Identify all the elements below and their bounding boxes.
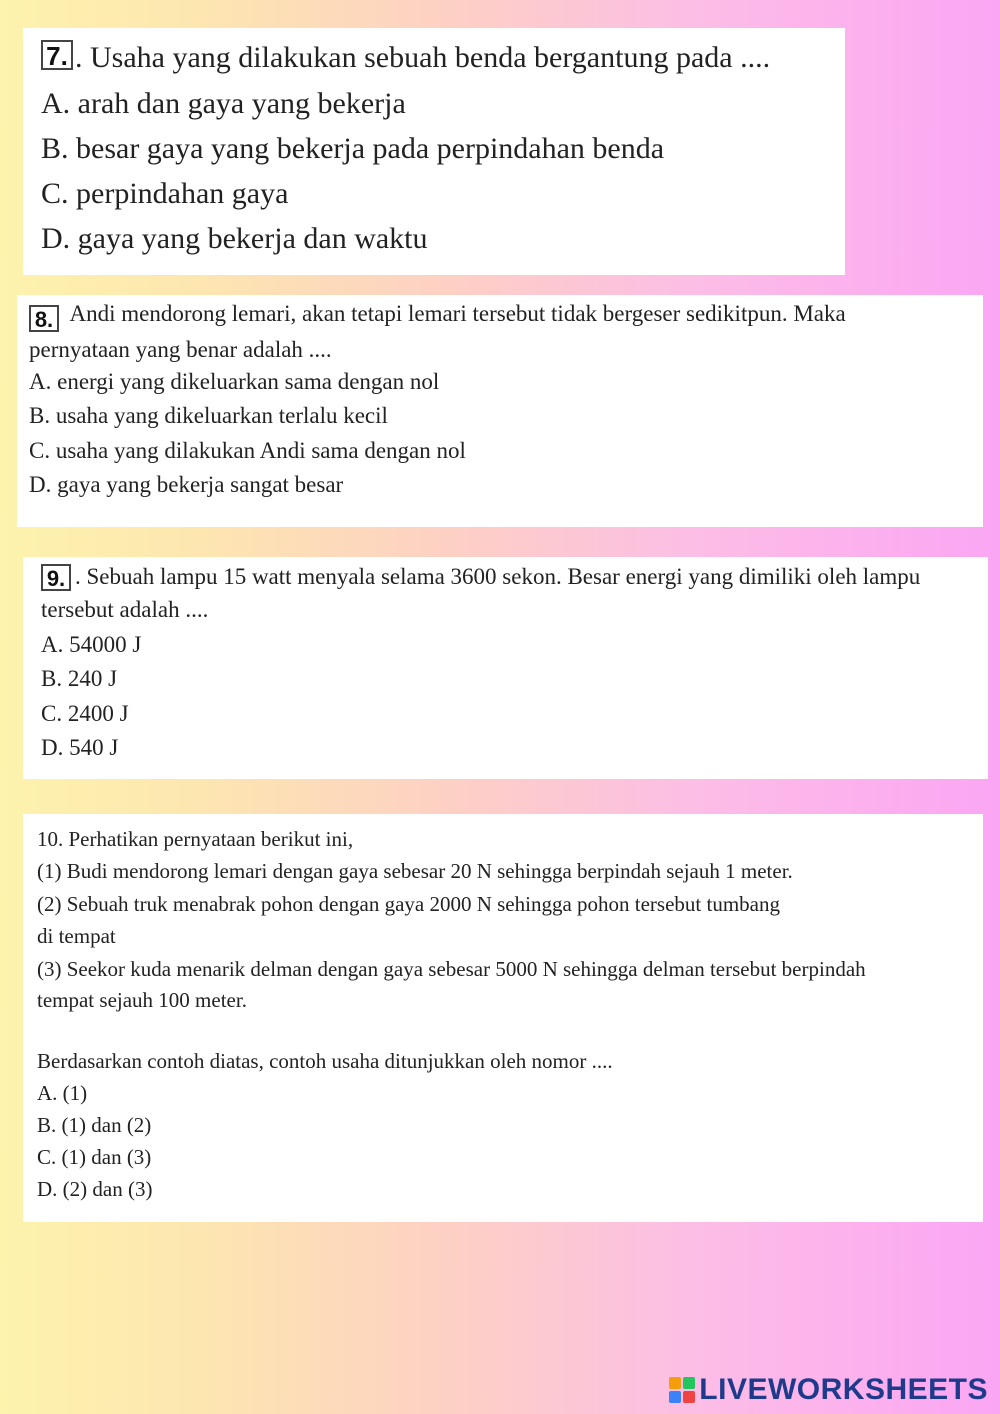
option-c[interactable]: C. 2400 J [41, 701, 129, 726]
option-d[interactable]: D. gaya yang bekerja dan waktu [41, 222, 428, 255]
option-d[interactable]: D. (2) dan (3) [37, 1177, 153, 1201]
option-c[interactable]: C. (1) dan (3) [37, 1145, 152, 1169]
question-stem: 7. . Usaha yang dilakukan sebuah benda bergantung pada .... [41, 40, 770, 75]
option-c[interactable]: C. perpindahan gaya [41, 177, 289, 210]
question-card-9 [23, 557, 988, 779]
option-b[interactable]: B. (1) dan (2) [37, 1113, 152, 1137]
question-stem: 8. Andi mendorong lemari, akan tetapi lemari tersebut tidak bergeser sedikitpun. Maka [29, 301, 846, 332]
option-b[interactable]: B. usaha yang dikeluarkan terlalu kecil [29, 403, 388, 428]
question-card-8 [17, 295, 983, 527]
question-stem-continued: tersebut adalah .... [41, 597, 209, 622]
option-b[interactable]: B. besar gaya yang bekerja pada perpindahan benda [41, 132, 665, 165]
question-card-7 [23, 28, 845, 275]
liveworksheets-logo[interactable] [669, 1372, 988, 1408]
option-c[interactable]: C. usaha yang dilakukan Andi sama dengan nol [29, 438, 466, 463]
option-b[interactable]: B. 240 J [41, 666, 118, 691]
option-d[interactable]: D. 540 J [41, 735, 119, 760]
logo-text: LIVEWORKSHEETS [699, 1373, 988, 1406]
question-stem-continued: pernyataan yang benar adalah .... [29, 337, 332, 362]
question-number: 9. [41, 564, 71, 591]
liveworksheets-logo-icon [669, 1377, 695, 1403]
statement-1: (1) Budi mendorong lemari dengan gaya sebesar 20 N sehingga berpindah sejauh 1 meter. [37, 859, 793, 883]
question-number: 7. [41, 40, 73, 70]
question-number: 8. [29, 305, 59, 332]
option-a[interactable]: A. 54000 J [41, 632, 142, 657]
statement-3: (3) Seekor kuda menarik delman dengan gaya sebesar 5000 N sehingga delman tersebut berpindah [37, 957, 866, 981]
question-stem: 9. . Sebuah lampu 15 watt menyala selama 3600 sekon. Besar energi yang dimiliki oleh lampu [41, 564, 920, 591]
question-card-10 [23, 814, 983, 1222]
question-prompt: Berdasarkan contoh diatas, contoh usaha ditunjukkan oleh nomor .... [37, 1049, 613, 1073]
option-d[interactable]: D. gaya yang bekerja sangat besar [29, 472, 344, 497]
statement-3-continued: tempat sejauh 100 meter. [37, 988, 247, 1012]
option-a[interactable]: A. energi yang dikeluarkan sama dengan nol [29, 369, 440, 394]
option-a[interactable]: A. arah dan gaya yang bekerja [41, 87, 406, 120]
statement-2-continued: di tempat [37, 924, 116, 948]
statement-2: (2) Sebuah truk menabrak pohon dengan gaya 2000 N sehingga pohon tersebut tumbang [37, 892, 780, 916]
question-intro: 10. Perhatikan pernyataan berikut ini, [37, 827, 354, 851]
option-a[interactable]: A. (1) [37, 1081, 88, 1105]
